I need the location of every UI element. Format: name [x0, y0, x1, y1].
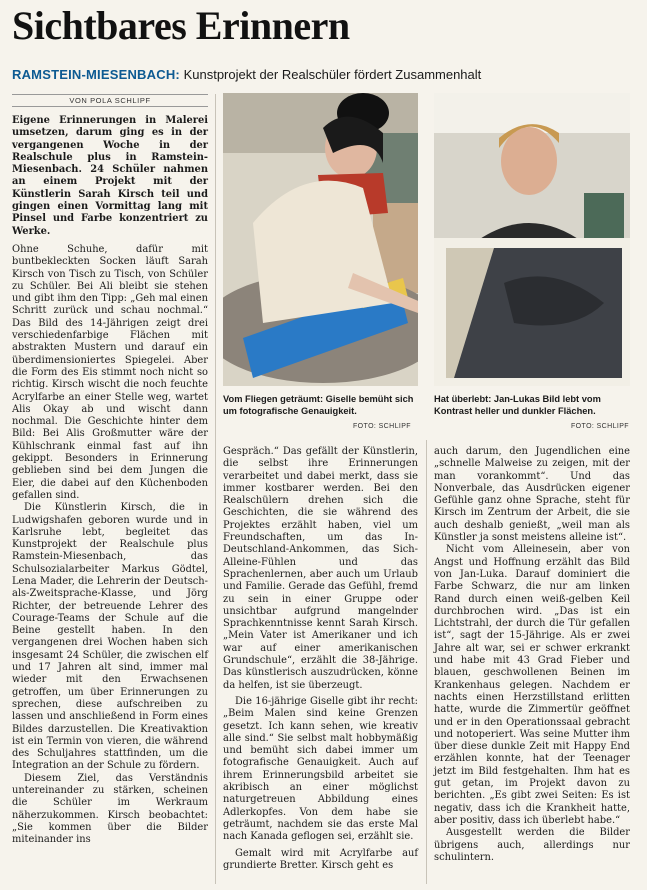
- lead-paragraph: Eigene Erinnerungen in Malerei umsetzen, darum ging es in der vergangenen Woche in der Realschule plus in Ramstein-Miesenbach. 24 Schüler nahmen an einem Projekt mit der Künstlerin Sarah Kirsch teil und gingen einen Vormittag lang mit Pinsel und Farbe konzentriert zu Werke.: [12, 115, 208, 237]
- photo-giselle: [223, 93, 418, 386]
- photo-credit: FOTO: SCHLIPF: [571, 423, 629, 430]
- paragraph: Ausgestellt werden die Bilder übrigens auch, allerdings nur schulintern.: [434, 827, 630, 863]
- paragraph: Die Künstlerin Kirsch, die in Ludwigshafen geboren wurde und in Karlsruhe lebt, begleitet das Kunstprojekt der Realschule plus Ramstein-Miesenbach, das Schulsozialarbeiter Markus Gödtel, Lena Mader, die Lehrerin der Deutsch-als-Zweitsprache-Klasse, und Jörg Richter, der betreuende Lehrer des Courage-Teams der Schule auf die Beine gestellt haben. In den vergangenen drei Wochen haben sich insgesamt 24 Schüler, die zwischen elf und 17 Jahren alt sind, immer mal wieder mit den Erwachsenen getroffen, um über Erinnerungen zu sprechen, diese aufschreiben zu lassen und anschließend in Form eines Bildes darzustellen. Die Kreativaktion ist ein Termin von vieren, die während des Schuljahres stattfinden, um die Integration an der Schule zu fördern.: [12, 502, 208, 772]
- paragraph: Diesem Ziel, das Verständnis untereinander zu stärken, scheinen die Schüler im Werkraum näherzukommen. Kirsch beobachtet: „Sie kommen über die Bilder miteinander ins: [12, 772, 208, 846]
- photo-jan-lukas: [434, 93, 630, 386]
- paragraph: Nicht vom Alleinesein, aber von Angst und Hoffnung erzählt das Bild von Jan-Luka. Darauf dominiert die Farbe Schwarz, die nur am linken Rand durch einen weiß-gelben Keil durchbrochen wird. „Das ist ein Lichtstrahl, der durch die Tür gefallen ist“, sagt der 15-Jährige. Als er zwei Jahre alt war, sei er schwer erkrankt und habe mit 43 Grad Fieber und blauen, geschwollenen Beinen im Krankenhaus gelegen. Nachdem er nachts einen Herzstillstand erlitten hatte, wurde die Zimmertür geöffnet und er in den Operationssaal gebracht und notoperiert. Was seine Mutter ihm über diese dunkle Zeit mit Happy End erzählen konnte, hat der Teenager jetzt im Bild festgehalten. Ihm hat es gut getan, im Projekt davon zu berichten. „Es gibt zwei Seiten: Es ist negativ, dass ich die Krankheit hatte, aber positiv, dass ich überlebt habe.“: [434, 544, 630, 826]
- paragraph: Gespräch.“ Das gefällt der Künstlerin, die selbst ihre Erinnerungen verarbeitet und dabei merkt, dass sie immer kostbarer werden. Bei den Realschülern drehen sich die Geschichten, die sie während des Projektes erzählt haben, viel um Freundschaften, um das In-Deutschland-Ankommen, das Sich-Alleine-Fühlen und das Sprachenlernen, aber auch um Urlaub und Familie. Gerade das Gefühl, fremd zu sein in einer Gruppe oder unsichtbar aufgrund mangelnder Sprachkenntnisse kennt Sarah Kirsch. „Mein Vater ist Amerikaner und ich war auf einer amerikanischen Grundschule“, erzählt die 38-Jährige. Das künstlerisch auszudrücken, könne da helfen, ist sie überzeugt.: [223, 446, 418, 691]
- byline: VON POLA SCHLIPF: [12, 94, 208, 107]
- headline: Sichtbares Erinnern: [12, 3, 350, 48]
- column-2: [223, 446, 418, 872]
- photo-credit: FOTO: SCHLIPF: [353, 423, 411, 430]
- column-divider: [426, 440, 427, 884]
- paragraph: Die 16-jährige Giselle gibt ihr recht: „Beim Malen sind keine Grenzen gesetzt. Ich kann sehen, wie kreativ alle sind.“ Sie selbst malt hobbymäßig und bemüht sich dabei immer um fotografische Genauigkeit. Auch auf ihrem Erinnerungsbild arbeitet sie akribisch an einer möglichst naturgetreuen Abbildung eines Adlerkopfes. Von dem habe sie geträumt, nachdem sie das erste Mal nach Kanada geflogen sei, erzählt sie.: [223, 695, 418, 843]
- subheadline-text: Kunstprojekt der Realschüler fördert Zusammenhalt: [183, 67, 482, 82]
- column-3: [434, 446, 630, 864]
- paragraph: Ohne Schuhe, dafür mit buntbekleckten Socken läuft Sarah Kirsch von Tisch zu Tisch, von Schüler zu Schüler. Bei Ali bleibt sie stehen und gibt ihm den Tipp: „Geh mal einen Schritt zurück und schau nochmal.“ Das Bild des 14-Jährigen zeigt drei verschiedenfarbige Flächen mit abstrakten Mustern und darauf ein überdimensioniertes Spiegelei. Aber die Form des Eis stimmt noch nicht so richtig. Kirsch wischt die noch feuchte Acrylfarbe an einer Stelle weg, wartet Alis Okay ab und wischt dann nochmal. Die Geschichte hinter dem Bild: Bei Alis Großmutter wäre der Kühlschrank einmal fast auf ihn gekippt. Besonders in Erinnerung geblieben sind bei dem Jungen die Eier, die dabei auf den Küchenboden gefallen sind.: [12, 243, 208, 501]
- giselle-painting-image: [223, 93, 418, 386]
- column-divider: [215, 94, 216, 884]
- photo-caption: Vom Fliegen geträumt: Giselle bemüht sich um fotografische Genauigkeit.: [223, 394, 414, 416]
- paragraph: auch darum, den Jugendlichen eine „schnelle Malweise zu zeigen, mit der man vorankommt“. Und das Nonverbale, das Ausdrücken eigener Gefühle ganz ohne Sprache, steht für Kirsch im Zentrum der Arbeit, die sie auch deshalb genießt, „weil man als Künstler ja sonst meistens alleine ist“.: [434, 446, 630, 544]
- column-1: [12, 115, 208, 847]
- paragraph: Gemalt wird mit Acrylfarbe auf grundierte Bretter. Kirsch geht es: [223, 847, 418, 871]
- location-label: RAMSTEIN-MIESENBACH:: [12, 67, 180, 82]
- photo-caption: Hat überlebt: Jan-Lukas Bild lebt vom Kontrast heller und dunkler Flächen.: [434, 394, 601, 416]
- subheadline: [12, 66, 481, 84]
- jan-lukas-painting-image: [434, 93, 630, 386]
